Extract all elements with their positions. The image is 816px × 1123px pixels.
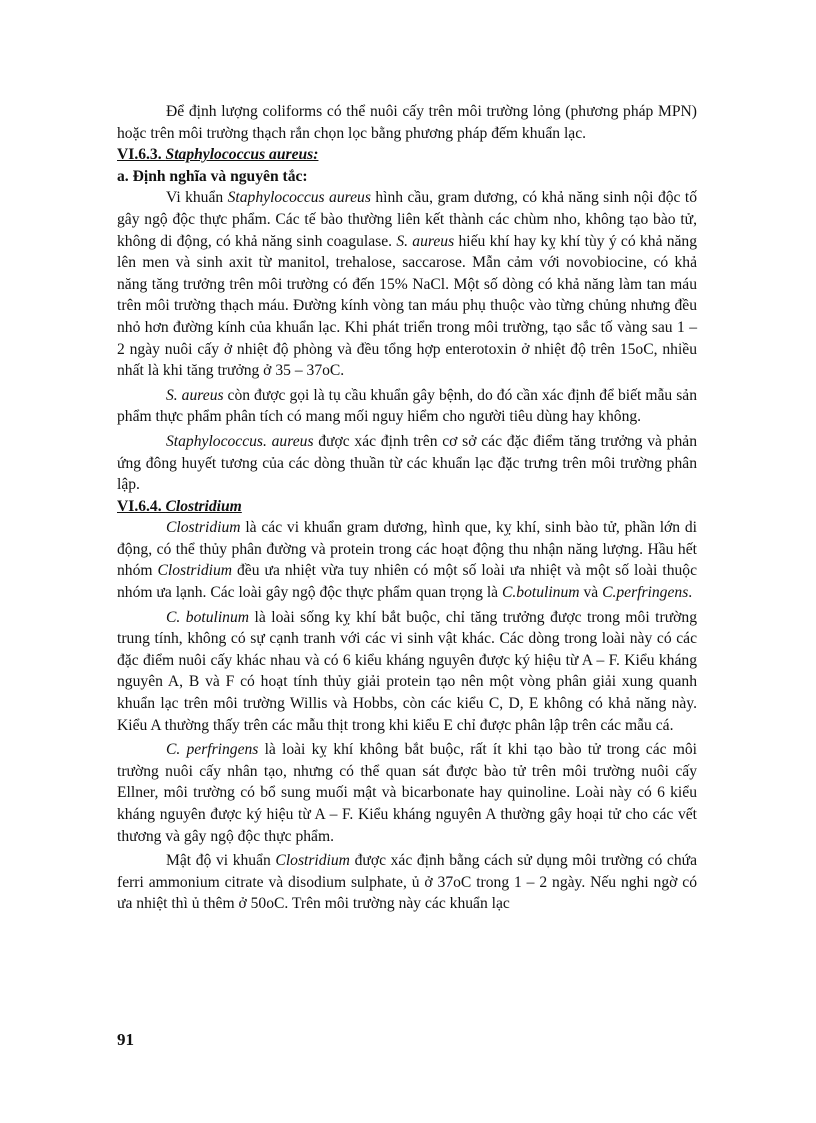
section-heading-staphylococcus: VI.6.3. Staphylococcus aureus: [117,146,319,164]
paragraph-clostridium-description: Clostridium là các vi khuẩn gram dương, hình que, kỵ khí, sinh bào tử, phần lớn di động, có thể thủy phân đường và protein trong các hoạt động thu nhận năng lượng. Hầu hết nhóm Clostridium đều ưa nhiệt vừa tuy nhiên có một số loài ưa nhiệt và một số loài thuộc nhóm ưa lạnh. Các loài gây ngộ độc thực phẩm quan trọng là C.botulinum và C.perfringens. [117,519,697,602]
paragraph-staph-identification: Staphylococcus. aureus được xác định trên cơ sở các đặc điểm tăng trưởng và phản ứng đông huyết tương của các dòng thuần từ các khuẩn lạc đặc trưng trên môi trường phân lập. [117,432,697,494]
document-body [117,101,697,915]
section-heading-clostridium: VI.6.4. Clostridium [117,497,242,515]
paragraph-coliforms: Để định lượng coliforms có thể nuôi cấy trên môi trường lỏng (phương pháp MPN) hoặc trên môi trường thạch rắn chọn lọc bằng phương pháp đếm khuẩn lạc. [117,103,697,142]
subheading-definition: a. Định nghĩa và nguyên tắc: [117,167,308,185]
paragraph-c-botulinum: C. botulinum là loài sống kỵ khí bắt buộc, chỉ tăng trưởng được trong môi trường trung tính, không có sự cạnh tranh với các vi sinh vật khác. Các dòng trong loài này có các đặc điểm nuôi cấy khác nhau và có 6 kiểu kháng nguyên được ký hiệu từ A – F. Kiểu kháng nguyên A, B và F có hoạt tính thủy giải protein tạo nên một vòng phân giải xung quanh khuẩn lạc trên môi trường Willis và Hobbs, còn các kiểu C, D, E không có khả năng này. Kiểu A thường thấy trên các mẫu thịt trong khi kiểu E chỉ được phân lập trên các mẫu cá. [117,608,697,734]
paragraph-staph-pathogen: S. aureus còn được gọi là tụ cầu khuẩn gây bệnh, do đó cần xác định để biết mẫu sản phẩm thực phẩm phân tích có mang mối nguy hiểm cho người tiêu dùng hay không. [117,386,698,426]
paragraph-c-perfringens: C. perfringens là loài kỵ khí không bắt buộc, rất ít khi tạo bào tử trong các môi trường nuôi cấy nhân tạo, nhưng có thể quan sát được bào tử trên môi trường nuôi cấy Ellner, môi trường có bổ sung muối mật và bicarbonate hay quinoline. Loài này có 6 kiểu kháng nguyên được ký hiệu từ A – F. Kiểu kháng nguyên A thường gây hoại tử cho các vết thương và gây ngộ độc thực phẩm. [117,741,697,845]
paragraph-staph-description: Vi khuẩn Staphylococcus aureus hình cầu, gram dương, có khả năng sinh nội độc tố gây ngộ độc thực phẩm. Các tế bào thường liên kết thành các chùm nho, không tạo bào tử, không di động, có khả năng sinh coagulase. S. aureus hiếu khí hay kỵ khí tùy ý có khả năng lên men và sinh axit từ manitol, trehalose, saccarose. Mẫn cảm với novobiocine, có khả năng tăng trưởng trên môi trường có đến 15% NaCl. Một số dòng có khả năng làm tan máu trên môi trường thạch máu. Đường kính vòng tan máu phụ thuộc vào từng chủng nhưng đều nhỏ hơn đường kính của khuẩn lạc. Khi phát triển trong môi trường, tạo sắc tố vàng sau 1 – 2 ngày nuôi cấy ở nhiệt độ phòng và đều tổng hợp enterotoxin ở nhiệt độ trên 15oC, nhiều nhất là khi tăng trưởng ở 35 – 37oC. [117,189,698,380]
page-number: 91 [117,1030,134,1049]
paragraph-clostridium-density: Mật độ vi khuẩn Clostridium được xác định bằng cách sử dụng môi trường có chứa ferri ammonium citrate và disodium sulphate, ủ ở 37oC trong 1 – 2 ngày. Nếu nghi ngờ có ưa nhiệt thì ủ thêm ở 50oC. Trên môi trường này các khuẩn lạc [117,852,697,913]
